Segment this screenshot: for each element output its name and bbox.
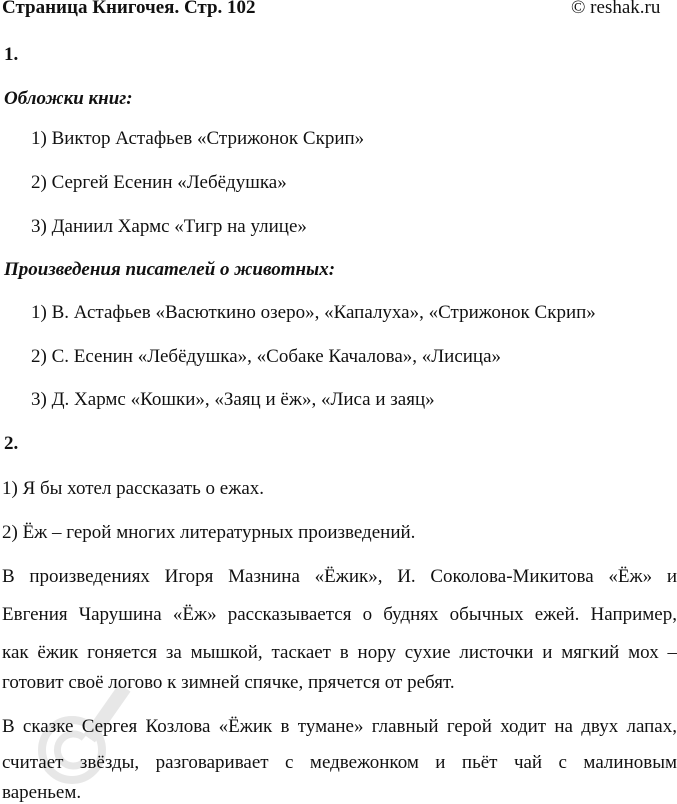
paragraph-1-line-4: готовит своё логово к зимней спячке, прячется от ребят. — [2, 672, 455, 693]
paragraph-1-line-3: как ёжик гоняется за мышкой, таскает в нору сухие листочки и мягкий мох – — [2, 642, 677, 663]
paragraph-1-line-1: В произведениях Игоря Мазнина «Ёжик», И. Соколова-Микитова «Ёж» и — [2, 566, 677, 587]
works-item-1: 1) В. Астафьев «Васюткино озеро», «Капалуха», «Стрижонок Скрип» — [31, 302, 596, 323]
paragraph-1-line-2: Евгения Чарушина «Ёж» рассказывается о буднях обычных ежей. Например, — [2, 604, 677, 625]
paragraph-2-line-1: В сказке Сергея Козлова «Ёжик в тумане» главный герой ходит на двух лапах, — [2, 716, 677, 737]
paragraph-2-line-2: считает звёзды, разговаривает с медвежонком и пьёт чай с малиновым — [2, 752, 677, 773]
section-1-number: 1. — [4, 44, 19, 65]
paragraph-2-line-3: вареньем. — [2, 782, 82, 803]
works-heading: Произведения писателей о животных: — [4, 259, 336, 280]
answer-line-1: 1) Я бы хотел рассказать о ежах. — [2, 478, 265, 499]
covers-item-2: 2) Сергей Есенин «Лебёдушка» — [31, 172, 287, 193]
covers-heading: Обложки книг: — [4, 88, 133, 109]
works-item-3: 3) Д. Хармс «Кошки», «Заяц и ёж», «Лиса и заяц» — [31, 389, 435, 410]
page-title: Страница Книгочея. Стр. 102 — [2, 0, 256, 18]
answer-line-2: 2) Ёж – герой многих литературных произведений. — [2, 522, 416, 543]
section-2-number: 2. — [4, 433, 19, 454]
covers-item-1: 1) Виктор Астафьев «Стрижонок Скрип» — [31, 128, 365, 149]
covers-item-3: 3) Даниил Хармс «Тигр на улице» — [31, 216, 307, 237]
works-item-2: 2) С. Есенин «Лебёдушка», «Собаке Качалова», «Лисица» — [31, 346, 502, 367]
site-credit: © reshak.ru — [571, 0, 661, 18]
